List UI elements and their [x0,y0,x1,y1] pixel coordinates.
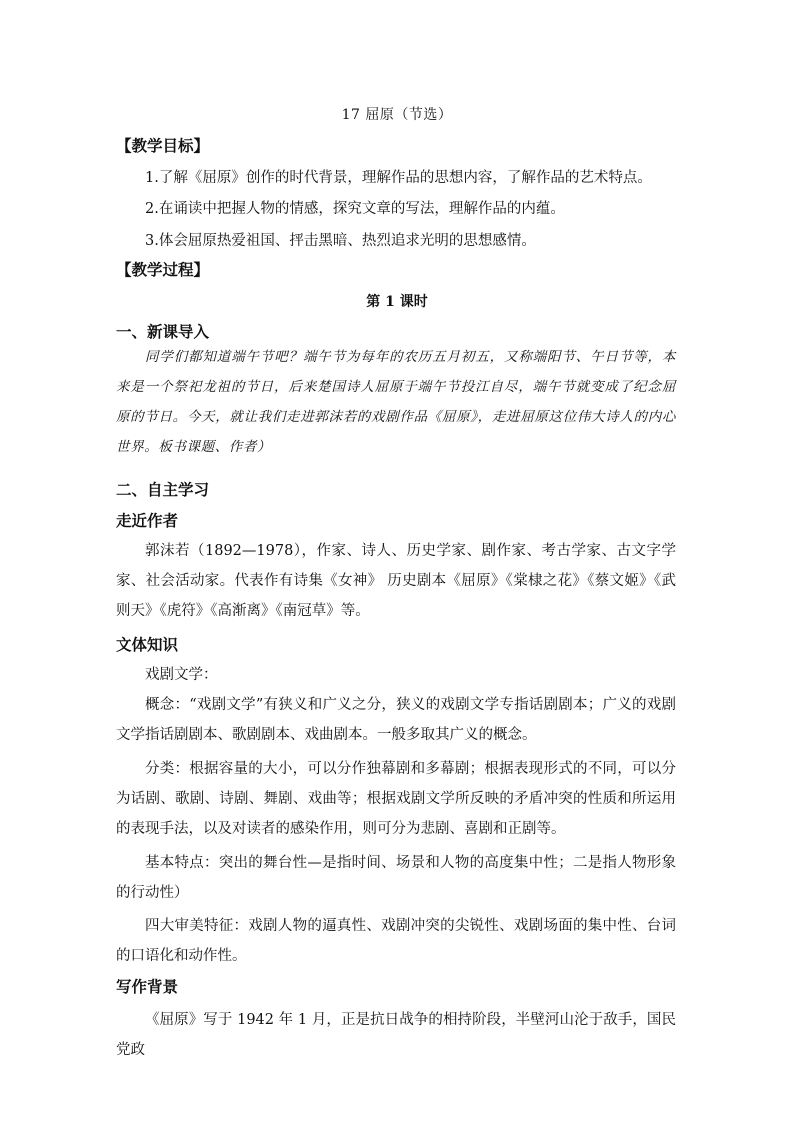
lesson-title: 17 屈原（节选） [341,107,453,123]
author-heading: 走近作者 [116,512,179,530]
background-heading: 写作背景 [116,978,179,996]
genre-heading: 文体知识 [116,636,179,654]
category-paragraph: 分类：根据容量的大小，可以分作独幕剧和多幕剧；根据表现形式的不同，可以分为话剧、歌剧、诗剧、舞剧、戏曲等；根据戏剧文学所反映的矛盾冲突的性质和所运用的表现手法，以及对读者的感染作用，则可分为悲剧、喜剧和正剧等。 [116,761,676,837]
objective-item-1: 1.了解《屈原》创作的时代背景，理解作品的思想内容，了解作品的艺术特点。 [145,170,652,186]
section-self-study-heading: 二、自主学习 [116,481,210,499]
objective-item-2: 2.在诵读中把握人物的情感，探究文章的写法，理解作品的内蕴。 [145,201,565,217]
lesson-period-heading: 第 1 课时 [366,294,428,310]
intro-paragraph: 同学们都知道端午节吧？端午节为每年的农历五月初五，又称端阳节、午日节等，本来是一个祭祀龙祖的节日，后来楚国诗人屈原于端午节投江自尽，端午节就变成了纪念屈原的节日。今天，就让我们走进郭沫若的戏剧作品《屈原》，走进屈原这位伟大诗人的内心世界。板书课题、作者） [116,349,676,455]
features-paragraph: 基本特点：突出的舞台性—是指时间、场景和人物的高度集中性；二是指人物形象的行动性） [116,855,676,901]
aesthetics-paragraph: 四大审美特征：戏剧人物的逼真性、戏剧冲突的尖锐性、戏剧场面的集中性、台词的口语化和动作性。 [116,918,676,964]
objectives-heading: 【教学目标】 [116,137,210,155]
author-paragraph: 郭沫若（1892—1978），作家、诗人、历史学家、剧作家、考古学家、古文字学家、社会活动家。代表作有诗集《女神》 历史剧本《屈原》《棠棣之花》《蔡文姬》《武则天》《虎符》《高渐离》《南冠草》等。 [116,543,676,619]
section-intro-heading: 一、新课导入 [116,323,210,341]
objective-item-3: 3.体会屈原热爱祖国、抨击黑暗、热烈追求光明的思想感情。 [145,233,536,249]
concept-paragraph: 概念：“戏剧文学”有狭义和广义之分，狭义的戏剧文学专指话剧剧本；广义的戏剧文学指话剧剧本、歌剧剧本、戏曲剧本。一般多取其广义的概念。 [116,697,676,743]
background-paragraph: 《屈原》写于 1942 年 1 月，正是抗日战争的相持阶段，半壁河山沦于敌手，国民党政 [116,1012,676,1058]
genre-intro: 戏剧文学： [145,667,218,683]
process-heading: 【教学过程】 [116,261,210,279]
